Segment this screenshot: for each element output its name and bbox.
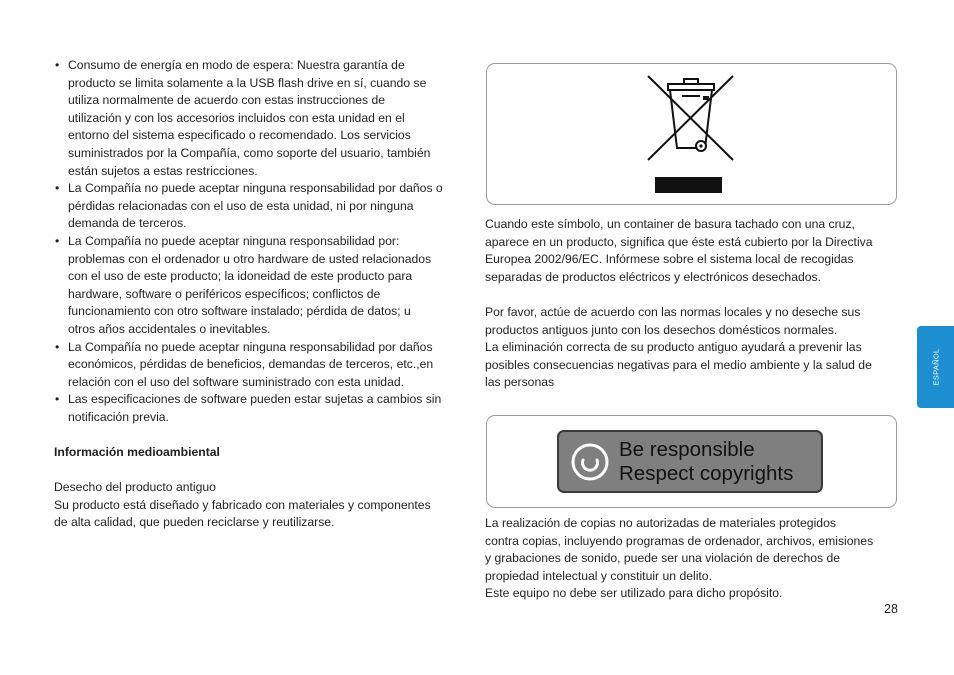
crossed-out-wheelie-bin-icon xyxy=(487,64,896,204)
bullet-list xyxy=(54,57,470,426)
weee-paragraph: Cuando este símbolo, un container de basura tachado con una cruz, aparece en un producto, significa que éste está cubierto por la Directiva Europea 2002/96/EC. Infórmese sobre el sistema local de recogidas separadas de productos eléctricos y electrónicos desechados. Por favor, actúe de acuerdo con las normas locales y no deseche sus productos antiguos junto con los desechos domésticos normales. La eliminación correcta de su producto antiguo ayudará a prevenir las posibles consecuencias negativas para el medio ambiente y la salud de las personas xyxy=(485,217,873,390)
weee-symbol-box xyxy=(486,63,897,205)
list-item: • La Compañía no puede aceptar ninguna responsabilidad por daños económicos, pérdidas de beneficios, demandas de terceros, etc.,en relación con el uso del software suministrado con esta unidad. xyxy=(55,339,434,389)
language-tab-label: ESPAÑOL xyxy=(931,348,940,386)
copyright-paragraph: La realización de copias no autorizadas de materiales protegidos contra copias, incluyendo programas de ordenador, archivos, emisiones y grabaciones de sonido, puede ser una violación de derechos de propiedad intelectual y constituir un delito. Este equipo no debe ser utilizado para dicho propósito. xyxy=(485,516,874,601)
list-item: • La Compañía no puede aceptar ninguna responsabilidad por: problemas con el ordenador u otro hardware de usted relacionados con el uso de este producto; la idoneidad de este producto para hardware, software o periféricos específicos; conflictos de funcionamiento con otro software instalado; pérdida de datos; u otros años accidentales o inevitables. xyxy=(55,233,432,336)
language-tab xyxy=(917,326,954,408)
list-item: • Consumo de energía en modo de espera: Nuestra garantía de producto se limita solamente a la USB flash drive en sí, cuando se utiliza normalmente de acuerdo con estas instrucciones de utilización y con los accesorios incluidos con esta unidad en el entorno del sistema especificado o recomendado. Los servicios suministrados por la Compañía, como soporte del usuario, también están sujetos a estas restricciones. xyxy=(55,58,431,178)
disposal-paragraph: Desecho del producto antiguo Su producto está diseñado y fabricado con materiales y componentes de alta calidad, que pueden reciclarse y reutilizarse. xyxy=(54,480,431,530)
be-responsible-badge: Be responsible Respect copyrights xyxy=(557,430,823,493)
left-column xyxy=(54,57,470,532)
page-number: 28 xyxy=(884,602,898,616)
section-heading: Información medioambiental xyxy=(54,445,220,460)
list-item: • Las especificaciones de software pueden estar sujetas a cambios sin notificación previa. xyxy=(55,392,442,424)
power-circle-icon xyxy=(571,443,609,481)
list-item: • La Compañía no puede aceptar ninguna responsabilidad por daños o pérdidas relacionadas con el uso de esta unidad, ni por ninguna demanda de terceros. xyxy=(55,181,443,231)
